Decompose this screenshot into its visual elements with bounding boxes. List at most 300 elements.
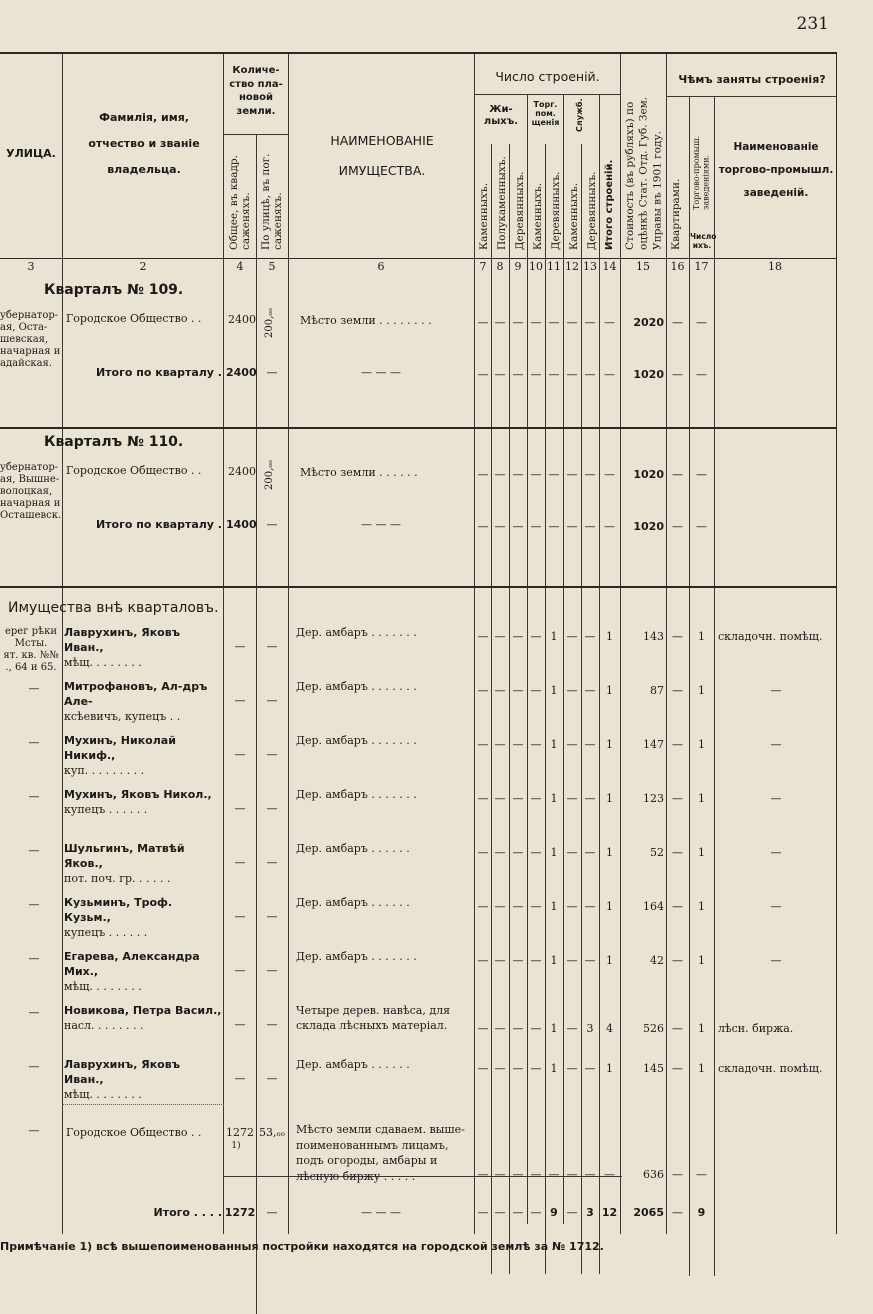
count-cell: 1 xyxy=(698,846,705,859)
dash: — xyxy=(548,1168,560,1181)
total-label-q109: Итого по кварталу . xyxy=(95,366,222,379)
wood-count: 1 xyxy=(550,846,558,859)
dash: — xyxy=(566,1022,578,1035)
header-total-buildings: Итого строеній. xyxy=(604,159,615,250)
dash: — xyxy=(584,846,596,859)
dash: — xyxy=(494,630,506,643)
dash: — — — xyxy=(361,1206,401,1219)
dash: — xyxy=(512,520,524,533)
dash: — xyxy=(266,1018,278,1031)
dash: — xyxy=(566,738,578,751)
owner-line: ксѣевичъ, купецъ . . xyxy=(64,709,181,723)
dash: — xyxy=(530,1206,542,1219)
count-cell: 1 xyxy=(698,684,705,697)
total-buildings: 1 xyxy=(606,684,613,697)
dash: — xyxy=(672,1206,683,1219)
header-trade-wooden: Деревянныхъ. xyxy=(550,171,562,250)
dash: — xyxy=(494,684,506,697)
land-total-q110: 2400 xyxy=(228,465,256,478)
trade-name-cell: — xyxy=(770,954,782,967)
owner-cell xyxy=(64,896,222,941)
property-cell xyxy=(296,680,472,695)
owner-line: мѣщ. . . . . . . . xyxy=(64,655,142,669)
dash: — xyxy=(530,468,542,481)
total-buildings: 1 xyxy=(606,630,613,643)
dash: — xyxy=(696,368,707,381)
street-outside: ерег рѣки Мсты. ят. кв. №№ ., 64 и 65. xyxy=(3,626,59,673)
street-dash: — xyxy=(28,736,40,749)
property-q109: Мѣсто земли . . . . . . . . xyxy=(300,314,432,327)
header-trade-name: Наименованіе торгово-промышл. заведеній. xyxy=(718,141,834,200)
dash: — xyxy=(672,520,683,533)
dash: — xyxy=(234,1072,246,1085)
dash: — xyxy=(266,694,278,707)
dash: — xyxy=(234,802,246,815)
property-line: Дер. амбаръ . . . . . . . xyxy=(296,680,417,693)
colnum: 17 xyxy=(694,260,709,273)
wood-count: 1 xyxy=(550,792,558,805)
street-dash: — xyxy=(28,790,40,803)
property-cell xyxy=(296,1058,472,1073)
dash: — xyxy=(530,368,542,381)
property-line: Четыре дерев. навѣса, для xyxy=(296,1004,451,1017)
wood-count: 1 xyxy=(550,738,558,751)
total-buildings: 4 xyxy=(606,1022,613,1035)
dash: — xyxy=(604,520,615,533)
dash: — xyxy=(494,900,506,913)
count-cell: 1 xyxy=(698,630,705,643)
dash: — xyxy=(672,846,683,859)
owner-cell xyxy=(64,1058,222,1103)
total-buildings: 1 xyxy=(606,954,613,967)
dash: — xyxy=(494,468,506,481)
total-buildings: 1 xyxy=(606,738,613,751)
owner-cell xyxy=(64,680,222,725)
dash: — xyxy=(604,468,615,481)
dash: — xyxy=(477,630,489,643)
owner-line: купецъ . . . . . . xyxy=(64,802,148,816)
dash: — xyxy=(530,954,542,967)
count-cell: 1 xyxy=(698,792,705,805)
dash: — xyxy=(477,368,489,381)
dash: — — — xyxy=(361,518,401,531)
dash: — xyxy=(696,520,707,533)
total-land-q109: 2400 xyxy=(226,366,257,379)
footnote: Примѣчаніе 1) всѣ вышепоименованныя постройки находятся на городской землѣ за № 1712. xyxy=(0,1240,604,1253)
rule xyxy=(0,258,836,259)
dash: — xyxy=(512,1206,524,1219)
dash: — xyxy=(512,954,524,967)
street-dash: — xyxy=(28,952,40,965)
colnum: 7 xyxy=(479,260,487,273)
property-line: Дер. амбаръ . . . . . . . xyxy=(296,788,417,801)
dash: — xyxy=(566,954,578,967)
property-line: Дер. амбаръ . . . . . . xyxy=(296,842,410,855)
rule xyxy=(545,144,546,1274)
header-trade-stone: Каменныхъ. xyxy=(532,182,544,250)
dash: — xyxy=(566,468,578,481)
dash: — xyxy=(584,316,596,329)
rule xyxy=(224,134,288,135)
dash: — xyxy=(494,792,506,805)
dash: — xyxy=(234,910,246,923)
dash: — xyxy=(266,518,278,531)
owner-q110: Городское Общество . . xyxy=(66,464,202,477)
property-cell xyxy=(296,842,472,857)
total-buildings: 1 xyxy=(606,900,613,913)
dash: — xyxy=(477,846,489,859)
trade-name-cell: складочн. помѣщ. xyxy=(718,630,823,643)
property-line: Дер. амбаръ . . . . . . . xyxy=(296,734,417,747)
colnum: 18 xyxy=(768,260,782,273)
property-line: Дер. амбаръ . . . . . . . xyxy=(296,950,417,963)
header-property: НАИМЕНОВАНІЕ ИМУЩЕСТВА. xyxy=(330,133,434,178)
dash: — xyxy=(494,846,506,859)
property-cell xyxy=(296,1004,472,1034)
dash: — xyxy=(266,1072,278,1085)
property-line: Дер. амбаръ . . . . . . . xyxy=(296,626,417,639)
colnum: 4 xyxy=(236,260,244,273)
dash: — xyxy=(566,316,578,329)
dash: — xyxy=(266,748,278,761)
street-dash: — xyxy=(28,682,40,695)
dash: — xyxy=(566,1062,578,1075)
count-cell: 1 xyxy=(698,1022,705,1035)
colnum: 15 xyxy=(636,260,650,273)
dash: — xyxy=(477,316,489,329)
total-count-outside: 9 xyxy=(697,1206,706,1219)
dash: — xyxy=(477,738,489,751)
trade-name-cell: — xyxy=(770,684,782,697)
property-cell xyxy=(296,896,472,911)
dash: — xyxy=(604,316,615,329)
dash: — xyxy=(584,630,596,643)
property-line: Дер. амбаръ . . . . . . xyxy=(296,1058,410,1071)
rule xyxy=(491,144,492,1274)
dash: — xyxy=(512,846,524,859)
colnum: 14 xyxy=(602,260,617,273)
dash: — xyxy=(477,1022,489,1035)
rule xyxy=(666,54,667,1234)
dash: — xyxy=(672,468,683,481)
total-col11: 9 xyxy=(550,1206,558,1219)
section-title-q109: Кварталъ № 109. xyxy=(44,282,184,298)
dash: — xyxy=(234,694,246,707)
dash: — xyxy=(234,640,246,653)
header-living-stone: Каменныхъ. xyxy=(478,182,490,250)
dash: — xyxy=(566,520,578,533)
trade-name-cell: — xyxy=(770,846,782,859)
value-q109: 2020 xyxy=(633,316,664,329)
owner-line: Лаврухинъ, Яковъ Иван., xyxy=(64,626,180,654)
dash: — xyxy=(494,1206,506,1219)
dash: — xyxy=(672,954,683,967)
land-street-q110: 200,ₒₒ xyxy=(264,460,275,490)
total-col14: 12 xyxy=(601,1206,618,1219)
rule xyxy=(509,144,510,1274)
rule xyxy=(0,427,836,429)
dash: — xyxy=(604,1168,615,1181)
value-cell: 143 xyxy=(643,630,664,643)
owner-line: Мухинъ, Николай Никиф., xyxy=(64,734,176,762)
value-cell: 87 xyxy=(650,684,664,697)
dash: — xyxy=(548,368,560,381)
trade-name-cell: — xyxy=(770,900,782,913)
header-street: УЛИЦА. xyxy=(6,147,56,160)
property-cell xyxy=(296,788,472,803)
dash: — xyxy=(512,738,524,751)
dash: — xyxy=(494,520,506,533)
dash: — xyxy=(234,748,246,761)
owner-line: Новикова, Петра Васил., xyxy=(64,1004,222,1017)
dash: — xyxy=(566,846,578,859)
trade-name-cell: лѣсн. биржа. xyxy=(718,1022,794,1035)
header-land-street: По улицѣ, въ пог. саженяхъ. xyxy=(260,153,284,250)
dash: — xyxy=(530,792,542,805)
dash: — xyxy=(566,1206,578,1219)
rule xyxy=(475,94,620,95)
dash: — xyxy=(672,1022,683,1035)
dash: — xyxy=(672,738,683,751)
dash: — xyxy=(494,368,506,381)
dash: — xyxy=(672,368,683,381)
dash: — — — xyxy=(361,366,401,379)
street-q110: убернатор- ая, Вышне- волоцкая, начарная и Осташевск. xyxy=(0,462,62,521)
dash: — xyxy=(234,964,246,977)
land-total-city: 1272 xyxy=(226,1126,254,1139)
dash: — xyxy=(604,368,615,381)
wood-count: 1 xyxy=(550,684,558,697)
rule xyxy=(474,54,475,1234)
trade-name-cell: складочн. помѣщ. xyxy=(718,1062,823,1075)
value-cell: 164 xyxy=(643,900,664,913)
dash: — xyxy=(672,316,683,329)
header-count: Число ихъ. xyxy=(690,232,717,250)
total-buildings: 1 xyxy=(606,846,613,859)
header-apartments: Квартирами. xyxy=(670,178,682,250)
header-occupied: Чѣмъ заняты строенія? xyxy=(678,73,826,86)
dash: — xyxy=(584,520,596,533)
owner-line: Егарева, Александра Мих., xyxy=(64,950,200,978)
dash: — xyxy=(548,468,560,481)
dash: — xyxy=(530,846,542,859)
dash: — xyxy=(584,368,596,381)
dash: — xyxy=(266,964,278,977)
owner-line: насл. . . . . . . . xyxy=(64,1018,144,1032)
owner-line: мѣщ. . . . . . . . xyxy=(64,979,142,993)
dash: — xyxy=(494,1168,506,1181)
total-value-q110: 1020 xyxy=(633,520,664,533)
colnum: 8 xyxy=(496,260,504,273)
property-cell xyxy=(296,950,472,965)
property-cell xyxy=(296,734,472,749)
dash: — xyxy=(566,684,578,697)
dash: — xyxy=(584,468,596,481)
owner-line: мѣщ. . . . . . . . xyxy=(64,1087,142,1101)
dash: — xyxy=(530,630,542,643)
dash: — xyxy=(696,1168,707,1181)
wood-count: 1 xyxy=(550,1022,558,1035)
owner-cell xyxy=(64,950,222,995)
dash: — xyxy=(566,630,578,643)
dash: — xyxy=(584,900,596,913)
dash: — xyxy=(566,900,578,913)
header-buildings: Число строеній. xyxy=(495,69,600,84)
colnum: 3 xyxy=(27,260,35,273)
header-service: Служб. xyxy=(575,98,584,132)
dash: — xyxy=(672,684,683,697)
owner-cell xyxy=(64,626,222,671)
header-service-wooden: Деревянныхъ. xyxy=(586,171,598,250)
dash: — xyxy=(477,1062,489,1075)
owner-line: Митрофановъ, Ал-дръ Але- xyxy=(64,680,208,708)
street-q109: убернатор- ая, Оста- шевская, начарная и адайская. xyxy=(0,310,61,369)
count-cell: 1 xyxy=(698,900,705,913)
total-land-q110: 1400 xyxy=(226,518,257,531)
dash: — xyxy=(672,900,683,913)
dash: — xyxy=(266,1206,278,1219)
owner-line: Шульгинъ, Матвѣй Яков., xyxy=(64,842,185,870)
header-value: Стоимость (въ рубляхъ) по оцѣнкѣ Стат. Отд. Губ. Зем. Управы въ 1901 году. xyxy=(624,96,664,250)
dash: — xyxy=(512,368,524,381)
dash: — xyxy=(696,316,707,329)
colnum: 11 xyxy=(547,260,561,273)
dash: — xyxy=(477,684,489,697)
owner-line: пот. поч. гр. . . . . . xyxy=(64,871,171,885)
total-land-outside: 1272 xyxy=(224,1206,256,1219)
value-cell: 52 xyxy=(650,846,664,859)
dash: — xyxy=(584,954,596,967)
dash: — xyxy=(530,738,542,751)
dash: — xyxy=(477,792,489,805)
rule xyxy=(62,54,63,1234)
dash: — xyxy=(584,738,596,751)
col13-count: 3 xyxy=(586,1022,594,1035)
street-dash: — xyxy=(28,844,40,857)
rule xyxy=(288,54,289,1234)
property-line: Дер. амбаръ . . . . . . xyxy=(296,896,410,909)
rule xyxy=(581,144,582,1274)
rule xyxy=(714,96,715,1276)
total-buildings: 1 xyxy=(606,1062,613,1075)
dash: — xyxy=(530,684,542,697)
header-living-halfstone: Полукаменныхъ. xyxy=(496,156,508,250)
dash: — xyxy=(266,802,278,815)
header-living: Жи- лыхъ. xyxy=(483,104,519,127)
street-dash: — xyxy=(28,1060,40,1073)
total-label-outside: Итого . . . . xyxy=(153,1206,222,1219)
colnum: 2 xyxy=(139,260,147,273)
dash: — xyxy=(548,520,560,533)
header-trade: Торг. пом. щенія xyxy=(531,100,560,128)
owner-cell xyxy=(64,734,222,779)
total-value-outside: 2065 xyxy=(633,1206,664,1219)
section-title-q110: Кварталъ № 110. xyxy=(44,434,184,450)
dash: — xyxy=(566,1168,578,1181)
land-total-q109: 2400 xyxy=(228,313,256,326)
dash: — xyxy=(530,1062,542,1075)
page-number: 231 xyxy=(796,14,829,34)
dash: — xyxy=(584,792,596,805)
count-cell: 1 xyxy=(698,1062,705,1075)
dash: — xyxy=(672,792,683,805)
owner-line: Мухинъ, Яковъ Никол., xyxy=(64,788,212,801)
count-cell: 1 xyxy=(698,738,705,751)
trade-name-cell: — xyxy=(770,738,782,751)
owner-line: куп. . . . . . . . . xyxy=(64,763,145,777)
dash: — xyxy=(512,1022,524,1035)
dash: — xyxy=(494,316,506,329)
section-title-outside: Имущества внѣ кварталовъ. xyxy=(8,600,219,616)
trade-name-cell: — xyxy=(770,792,782,805)
owner-city: Городское Общество . . xyxy=(66,1126,202,1139)
dash: — xyxy=(477,954,489,967)
dash: — xyxy=(530,316,542,329)
property-cell xyxy=(296,626,472,641)
value-cell: 147 xyxy=(643,738,664,751)
colnum: 6 xyxy=(377,260,385,273)
value-q110: 1020 xyxy=(633,468,664,481)
header-land: Количе- ство пла- новой земли. xyxy=(229,65,283,117)
total-buildings: 1 xyxy=(606,792,613,805)
dash: — xyxy=(512,1168,524,1181)
dash: — xyxy=(530,900,542,913)
land-street-q109: 200,ₒₒ xyxy=(264,308,275,338)
dash: — xyxy=(494,738,506,751)
header-owner: Фамилія, имя, отчество и званіе владельца. xyxy=(88,111,200,176)
colnum: 5 xyxy=(268,260,276,273)
owner-cell xyxy=(64,842,222,887)
wood-count: 1 xyxy=(550,630,558,643)
colnum: 10 xyxy=(529,260,543,273)
property-q110: Мѣсто земли . . . . . . xyxy=(300,466,418,479)
dash: — xyxy=(696,468,707,481)
dash: — xyxy=(266,640,278,653)
wood-count: 1 xyxy=(550,900,558,913)
header-living-wooden: Деревянныхъ. xyxy=(514,171,526,250)
colnum: 13 xyxy=(583,260,597,273)
value-cell: 123 xyxy=(643,792,664,805)
dash: — xyxy=(266,366,278,379)
rule xyxy=(0,586,836,588)
street-dash: — xyxy=(28,1124,40,1137)
dash: — xyxy=(266,910,278,923)
dash: — xyxy=(512,1062,524,1075)
dash: — xyxy=(672,1168,683,1181)
dash: — xyxy=(234,1018,246,1031)
count-cell: 1 xyxy=(698,954,705,967)
dash: — xyxy=(477,1168,489,1181)
dash: — xyxy=(512,900,524,913)
property-line: склада лѣсныхъ матеріал. xyxy=(296,1018,448,1032)
dash: — xyxy=(530,1168,542,1181)
header-land-total: Общее, въ квадр. саженяхъ. xyxy=(228,155,252,250)
dash: — xyxy=(584,1062,596,1075)
rule xyxy=(667,96,837,97)
header-trade-est: Торгово-промыш. заведеніями. xyxy=(692,135,711,210)
colnum: 9 xyxy=(514,260,522,273)
header-service-stone: Каменныхъ. xyxy=(568,182,580,250)
dash: — xyxy=(494,1022,506,1035)
value-cell: 526 xyxy=(643,1022,664,1035)
total-label-q110: Итого по кварталу . xyxy=(95,518,222,531)
dash: — xyxy=(584,1168,596,1181)
dash: — xyxy=(512,316,524,329)
rule xyxy=(62,1104,224,1105)
value-cell: 42 xyxy=(650,954,664,967)
value-cell: 145 xyxy=(643,1062,664,1075)
dash: — xyxy=(266,856,278,869)
